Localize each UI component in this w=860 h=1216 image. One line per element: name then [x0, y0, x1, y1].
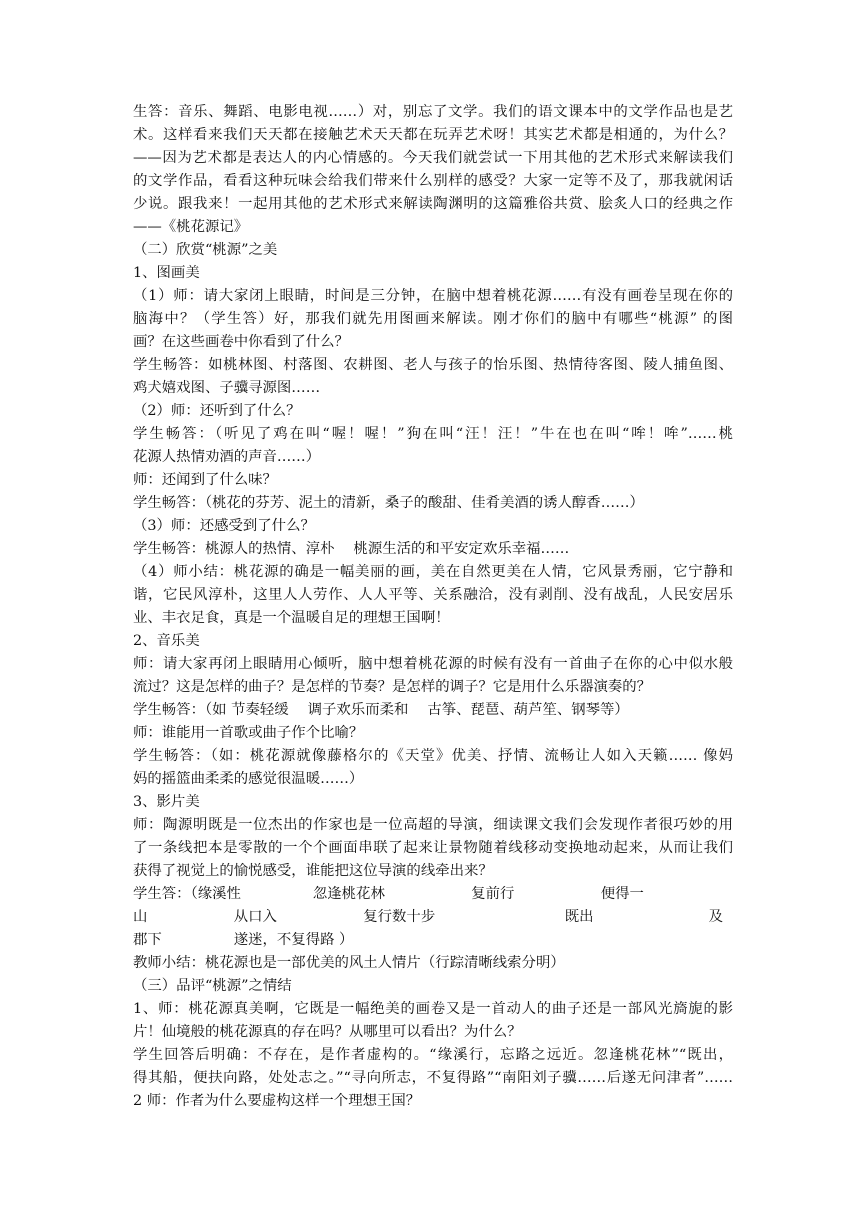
- text-line: 学生畅答：（听见了鸡在叫“喔！喔！”狗在叫“汪！汪！”牛在也在叫“哞！哞”……桃: [133, 426, 733, 442]
- text-line: 学生畅答：如桃林图、村落图、农耕图、老人与孩子的怡乐图、热情待客图、陵人捕鱼图、: [133, 357, 733, 373]
- text-line: 师：谁能用一首歌或曲子作个比喻？: [133, 725, 364, 741]
- text-line: （4）师小结：桃花源的确是一幅美丽的画，美在自然更美在人情，它风景秀丽，它宁静和: [133, 564, 733, 580]
- section-heading: （三）品评“桃源”之情结: [133, 978, 292, 994]
- text-line: 获得了视觉上的愉悦感受，谁能把这位导演的线牵出来？: [133, 863, 493, 879]
- text-line: 学生畅答：（如 节奏轻缓 调子欢乐而柔和 古筝、琵琶、葫芦笙、钢琴等）: [133, 702, 629, 718]
- text-line: 术。这样看来我们天天都在接触艺术天天都在玩弄艺术呀！其实艺术都是相通的，为什么？: [133, 127, 733, 143]
- subsection-heading: 3、影片美: [133, 794, 200, 810]
- text-line: （1）师：请大家闭上眼睛，时间是三分钟，在脑中想着桃花源……有没有画卷呈现在你的: [133, 288, 733, 304]
- subsection-heading: 2、音乐美: [133, 633, 200, 649]
- text-line: 片！仙境般的桃花源真的存在吗？从哪里可以看出？为什么？: [133, 1024, 522, 1040]
- text-line: 学生畅答：桃源人的热情、淳朴 桃源生活的和平安定欢乐幸福……: [133, 541, 570, 557]
- text-line: 画？在这些画卷中你看到了什么？: [133, 334, 349, 350]
- text-line: 脑海中？（学生答）好，那我们就先用图画来解读。刚才你们的脑中有哪些“桃源” 的图: [133, 311, 733, 327]
- text-line: 得其船，便扶向路，处处志之。”“寻向所志，不复得路”“南阳刘子骥……后遂无问津者”……: [133, 1070, 733, 1086]
- text-line: 业、丰衣足食，真是一个温暖自足的理想王国啊！: [133, 610, 450, 626]
- text-line: 学生畅答：（桃花的芬芳、泥土的清新，桑子的酸甜、佳肴美酒的诱人醇香……）: [133, 495, 644, 511]
- text-line: 了一条线把本是零散的一个个画面串联了起来让景物随着线移动变换地动起来，从而让我们: [133, 840, 733, 856]
- text-line: 学生回答后明确：不存在，是作者虚构的。“缘溪行，忘路之远近。忽逢桃花林”“既出，: [133, 1047, 733, 1063]
- text-line: 花源人热情劝酒的声音……）: [133, 449, 321, 465]
- text-line: 的文学作品，看看这种玩味会给我们带来什么别样的感受？大家一定等不及了，那我就闲话: [133, 173, 733, 189]
- text-line: （3）师：还感受到了什么？: [133, 518, 315, 534]
- text-line: 师：还闻到了什么味？: [133, 472, 277, 488]
- text-line: 鸡犬嬉戏图、子骥寻源图……: [133, 380, 321, 396]
- text-line: 谐，它民风淳朴，这里人人劳作、人人平等、关系融洽，没有剥削、没有战乱，人民安居乐: [133, 587, 733, 603]
- text-line: 郡下 遂迷，不复得路 ）: [133, 932, 354, 948]
- text-line: ——《桃花源记》: [133, 219, 249, 235]
- text-line: 妈的摇篮曲柔柔的感觉很温暖……）: [133, 771, 364, 787]
- text-line: （2）师：还听到了什么？: [133, 403, 301, 419]
- text-line: ——因为艺术都是表达人的内心情感的。今天我们就尝试一下用其他的艺术形式来解读我们: [133, 150, 733, 166]
- text-line: 师：陶源明既是一位杰出的作家也是一位高超的导演，细读课文我们会发现作者很巧妙的用: [133, 817, 733, 833]
- section-heading: （二）欣赏“桃源”之美: [133, 242, 278, 258]
- text-line: 教师小结：桃花源也是一部优美的风土人情片（行踪清晰线索分明）: [133, 955, 565, 971]
- text-line: 山 从口入 复行数十步 既出 及: [133, 909, 724, 925]
- text-line: 少说。跟我来！一起用其他的艺术形式来解读陶渊明的这篇雅俗共赏、脍炙人口的经典之作: [133, 196, 733, 212]
- text-line: 1、师：桃花源真美啊，它既是一幅绝美的画卷又是一首动人的曲子还是一部风光旖旎的影: [133, 1001, 733, 1017]
- text-line: 师：请大家再闭上眼睛用心倾听，脑中想着桃花源的时候有没有一首曲子在你的心中似水般: [133, 656, 733, 672]
- text-line: 流过？这是怎样的曲子？是怎样的节奏？是怎样的调子？它是用什么乐器演奏的？: [133, 679, 652, 695]
- text-line: 生答：音乐、舞蹈、电影电视……）对，别忘了文学。我们的语文课本中的文学作品也是艺: [133, 104, 733, 120]
- text-line: 学生畅答：（如：桃花源就像藤格尔的《天堂》优美、抒情、流畅让人如入天籁…… 像妈: [133, 748, 733, 764]
- subsection-heading: 1、图画美: [133, 265, 200, 281]
- text-line: 学生答：（缘溪性 忽逢桃花林 复前行 便得一: [133, 886, 644, 902]
- text-line: 2 师：作者为什么要虚构这样一个理想王国？: [133, 1093, 421, 1109]
